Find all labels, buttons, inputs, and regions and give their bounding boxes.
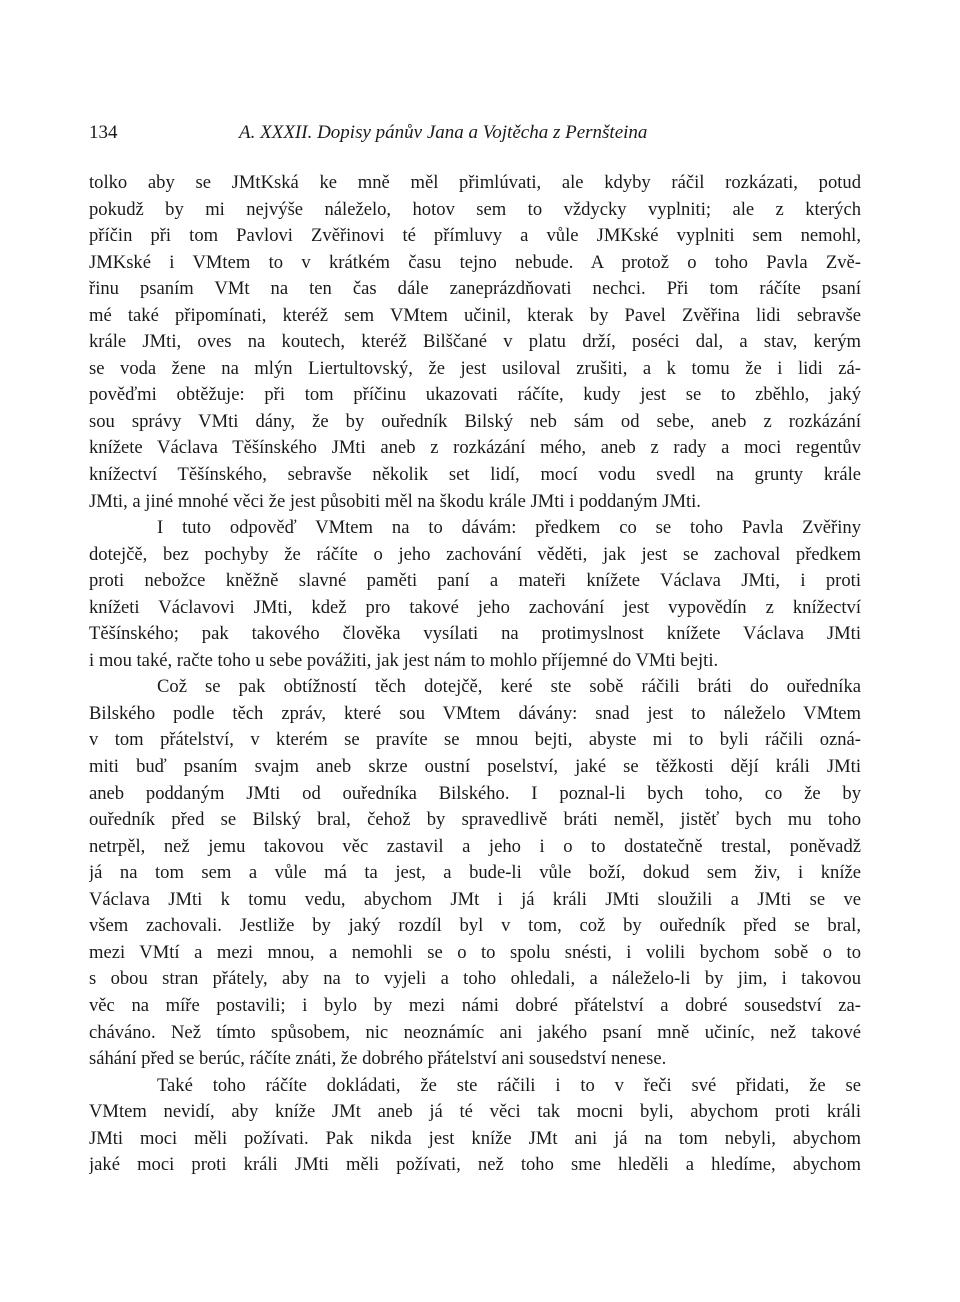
text-line: příčin při tom Pavlovi Zvěřinovi té přímluvy a vůle JMKské vyplniti sem nemohl, (89, 225, 861, 247)
text-line: JMti moci měli požívati. Pak nikda jest kníže JMt ani já na tom nebyli, abychom (89, 1127, 861, 1149)
text-line: netrpěl, než jemu takovou věc zastavil a jeho i o to dostatečně trestal, poněvadž (89, 835, 861, 857)
text-line: všem zachovali. Jestližе by jaký rozdíl byl v tom, což by ouředník před se bral, (89, 915, 861, 937)
text-line: miti buď psaním svajm aneb skrze oustní poselství, jaké se těžkosti dějí králi JMti (89, 756, 861, 778)
document-page (89, 118, 861, 1179)
body-text (89, 170, 861, 1179)
running-title: A. XXXII. Dopisy pánův Jana a Vojtěcha z Pernšteina (239, 122, 648, 143)
text-line: cháváno. Než tímto spůsobem, nic neoznámíc ani jakého psaní mně učiníc, než takové (89, 1021, 861, 1043)
text-line: mé také připomínati, kteréž sem VMtem učinil, kterak by Pavel Zvěřina lidi sebravše (89, 304, 861, 326)
text-line: krále JMti, oves na koutech, kteréž Bilščané v platu drží, poséci dal, a stav, kerým (89, 331, 861, 353)
text-line: jaké moci proti králi JMti měli požívati, než toho sme hleděli a hledíme, abychom (89, 1154, 861, 1176)
text-line: Bilského podle těch zpráv, které sou VMtem dávány: snad jest to náleželo VMtem (89, 702, 861, 724)
text-line: pokudž by mi nejvýše náleželo, hotov sem to vždycky vyplniti; ale z kterých (89, 198, 861, 220)
text-line: Těšínského; pak takového člověka vysílati na protimyslnost knížete Václava JMti (89, 623, 861, 645)
text-line: I tuto odpověď VMtem na to dávám: předkem co se toho Pavla Zvěřiny (157, 517, 861, 539)
text-line: i mou také, račte toho u sebe povážiti, jak jest nám to mohlo příjemné do VMti bejti. (89, 649, 719, 671)
text-line: v tom přátelství, v kterém se pravíte se mnou bejti, abyste mi to byli ráčili ozná- (89, 729, 861, 751)
text-line: JMti, a jiné mnohé věci že jest působiti měl na škodu krále JMti i poddaným JMti. (89, 490, 701, 512)
text-line: pověďmi obtěžuje: při tom příčinu ukazovati ráčíte, kudy jest se to zběhlo, jaký (89, 384, 861, 406)
text-line: JMKské i VMtem to v krátkém času tejno nebude. A protož o toho Pavla Zvě- (89, 251, 861, 273)
text-line: knížete Václava Těšínského JMti aneb z rozkázání mého, aneb z rady a moci regentův (89, 437, 861, 459)
text-line: s obou stran přátely, aby na to vyjeli a toho ohledali, a náleželo-li by jim, i takovou (89, 968, 861, 990)
text-line: se voda žene na mlýn Liertultovský, že jest usiloval zrušiti, a k tomu že i lidi zá- (89, 357, 861, 379)
text-line: knížeti Václavovi JMti, kdež pro takové jeho zachování jest vypovědín z knížectví (89, 596, 861, 618)
text-line: řinu psaním VMt na ten čas dále zaneprázdňovati nechci. Při tom ráčíte psaní (89, 278, 861, 300)
text-line: knížectví Těšínského, sebravše několik set lidí, mocí vodu svedl na grunty krále (89, 464, 861, 486)
text-line: sou správy VMti dány, že by ouředník Bilský neb sám od sebe, aneb z rozkázání (89, 410, 861, 432)
text-line: dotejčě, bez pochyby že ráčíte o jeho zachování věděti, jak jest se zachoval předkem (89, 543, 861, 565)
page-number: 134 (89, 122, 118, 143)
text-line: věc na míře postavili; i bylo by mezi námi dobré přátelství a dobré sousedství za- (89, 994, 861, 1016)
text-line: VMtem nevidí, aby kníže JMt aneb já té věci tak mocni byli, abychom proti králi (89, 1101, 861, 1123)
text-line: mezi VMtí a mezi mnou, a nemohli se o to spolu snésti, i volili bychom sobě o to (89, 941, 861, 963)
text-line: Také toho ráčíte dokládati, že ste ráčili i to v řeči své přidati, že se (157, 1074, 861, 1096)
text-line: Václava JMti k tomu vedu, abychom JMt i já králi JMti sloužili a JMti se ve (89, 888, 861, 910)
text-line: proti nebožce kněžně slavné paměti paní a mateři knížete Václava JMti, i proti (89, 570, 861, 592)
text-line: ouředník před se Bilský bral, čehož by spravedlivě bráti neměl, jistěť bych mu toho (89, 809, 861, 831)
text-line: já na tom sem a vůle má ta jest, a bude-li vůle boží, dokud sem živ, i kníže (89, 862, 861, 884)
text-line: Což se pak obtížností těch dotejčě, keré ste sobě ráčili bráti do ouředníka (157, 676, 861, 698)
text-line: tolko aby se JMtKská ke mně měl přimlúvati, ale kdyby ráčil rozkázati, potud (89, 172, 861, 193)
page-header (89, 118, 861, 148)
text-line: sáhání před se berúc, ráčíte znáti, že dobrého přátelství ani sousedství nenese. (89, 1048, 667, 1070)
text-line: aneb poddaným JMti od ouředníka Bilského. I poznal-li bych toho, co že by (89, 782, 861, 804)
